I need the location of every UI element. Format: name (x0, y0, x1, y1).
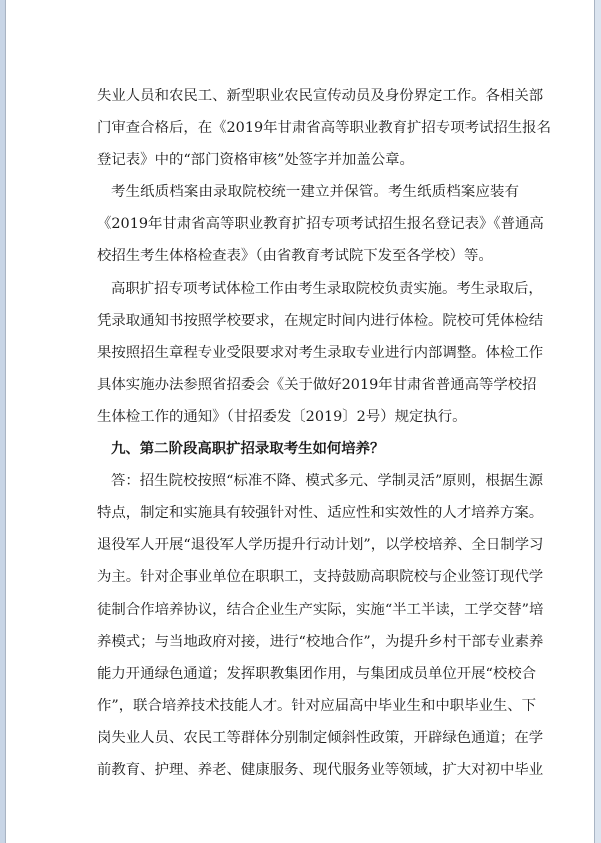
text-line-1: 失业人员和农民工、新型职业农民宣传动员及身份界定工作。各相关部 (97, 88, 544, 104)
text-line-21: 岗失业人员、农民工等群体分别制定倾斜性政策，开辟绿色通道；在学 (97, 729, 544, 746)
text-line-11: 生体检工作的通知》（甘招委发〔2019〕2号）规定执行。 (97, 408, 467, 425)
text-line-5: 《2019年甘肃省高等职业教育扩招专项考试招生报名登记表》《普通高 (97, 216, 544, 233)
text-line-22: 前教育、护理、养老、健康服务、现代服务业等领域，扩大对初中毕业 (97, 761, 544, 778)
text-line-19: 能力开通绿色通道；发挥职教集团作用，与集团成员单位开展“校校合 (97, 665, 537, 682)
text-line-13: 答：招生院校按照“标准不降、模式多元、学制灵活”原则，根据生源 (111, 473, 544, 490)
section-heading: 九、第二阶段高职扩招录取考生如何培养？ (111, 440, 385, 458)
viewport-edge (595, 0, 601, 843)
document-page (5, 0, 595, 843)
text-line-9: 果按照招生章程专业受限要求对考生录取专业进行内部调整。体检工作 (97, 344, 544, 361)
document-body (97, 80, 551, 786)
text-line-14: 特点，制定和实施具有较强针对性、适应性和实效性的人才培养方案。 (97, 505, 544, 522)
text-line-6: 校招生考生体格检查表》（由省教育考试院下发至各学校）等。 (97, 248, 493, 265)
text-line-2: 门审查合格后，在《2019年甘肃省高等职业教育扩招专项考试招生报名 (97, 120, 551, 137)
text-line-7: 高职扩招专项考试体检工作由考生录取院校负责实施。考生录取后， (111, 280, 543, 297)
text-line-20: 作”，联合培养技术技能人才。针对应届高中毕业生和中职毕业生、下 (97, 697, 537, 714)
text-line-10: 具体实施办法参照省招委会《关于做好2019年甘肃省普通高等学校招 (97, 376, 537, 393)
text-line-18: 养模式；与当地政府对接，进行“校地合作”，为提升乡村干部专业素养 (97, 633, 544, 650)
text-line-15: 退役军人开展“退役军人学历提升行动计划”，以学校培养、全日制学习 (97, 537, 544, 554)
text-line-3: 登记表》中的“部门资格审核”处签字并加盖公章。 (97, 152, 414, 169)
text-line-8: 凭录取通知书按照学校要求，在规定时间内进行体检。院校可凭体检结 (97, 312, 544, 329)
text-line-4: 考生纸质档案由录取院校统一建立并保管。考生纸质档案应装有 (111, 184, 519, 201)
text-line-17: 徒制合作培养协议，结合企业生产实际，实施“半工半读，工学交替”培 (97, 601, 544, 618)
text-line-16: 为主。针对企事业单位在职职工，支持鼓励高职院校与企业签订现代学 (97, 569, 544, 586)
